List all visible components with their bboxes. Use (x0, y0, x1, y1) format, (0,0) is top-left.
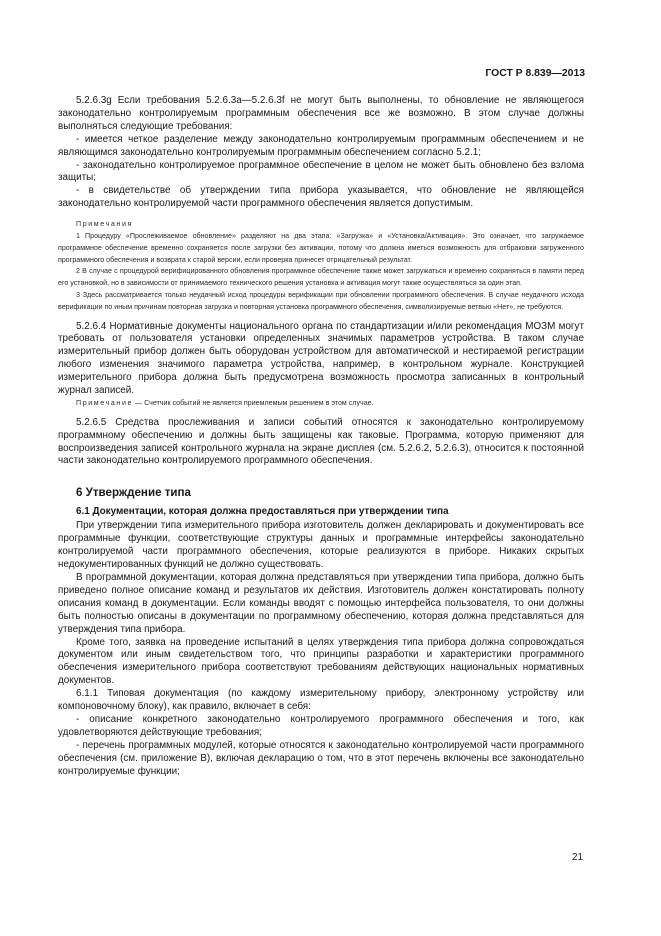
note-counter (58, 398, 584, 410)
paragraph: Кроме того, заявка на проведение испытаний в целях утверждения типа прибора должна сопровождаться документом или иным свидетельством того, что принципы разработки и характеристики программного обеспечения измерительного прибора соответствуют требованиям действующих национальных нормативных документов. (58, 636, 584, 687)
list-item: - в свидетельстве об утверждении типа прибора указывается, что обновление не являющейся законодательно контролируемой части программного обеспечения является допустимым. (58, 185, 584, 210)
paragraph-5-2-6-4: 5.2.6.4 Нормативные документы национального органа по стандартизации и/или рекомендация МОЗМ могут требовать от пользователя установки определенных значимых параметров устройства. В таком случае измерительный прибор должен быть оборудован устройством для автоматической и нестираемой регистрации любого изменения значимого параметра устройства, например, в контрольном журнале. Конструкцией измерительного прибора должна быть предусмотрена возможность просмотра записанных в контрольный журнал записей. (58, 320, 584, 397)
paragraph-6-1-1: 6.1.1 Типовая документация (по каждому измерительному прибору, электронному устройству или компоновочному блоку), как правило, включает в себя: (58, 688, 584, 713)
list-item: - перечень программных модулей, которые относятся к законодательно контролируемой части программного обеспечения (см. приложение В), включая декларацию о том, что в этот перечень включены все законодательно контролируемые функции; (58, 739, 584, 777)
page-body (58, 95, 584, 779)
notes-heading: Примечания (76, 220, 133, 229)
paragraph: При утверждении типа измерительного прибора изготовитель должен декларировать и документировать все программные функции, соответствующие структуры данных и программные интерфейсы законодательно контролируемой части программного обеспечения, которые реализуются в приборе. Никаких скрытых недокументированных функций не должно существовать. (58, 520, 584, 571)
list-item: - описание конкретного законодательно контролируемого программного обеспечения и того, как удовлетворяются действующие требования; (58, 713, 584, 738)
page-number: 21 (572, 852, 583, 863)
list-item: - имеется четкое разделение между законодательно контролируемым программным обеспечением и не являющимся законодательно контролируемым программным обеспечением согласно 5.2.1; (58, 133, 584, 158)
paragraph-5-2-6-3g: 5.2.6.3g Если требования 5.2.6.3a—5.2.6.3f не могут быть выполнены, то обновление не являющегося законодательно контролируемым программным обеспечения все же возможно. В этом случае должны выполняться следующие требования: (58, 95, 584, 132)
note-text: — Счетчик событий не является приемлемым решением в этом случае. (135, 398, 374, 407)
note-item: 2 В случае с процедурой верифицированного обновления программное обеспечение также может загружаться и временно сохраняться в памяти перед его установкой, но в зависимости от принимаемого технического решения установка и активация могут также осуществляться за один этап. (58, 267, 584, 288)
section-6-heading: 6 Утверждение типа (76, 486, 191, 500)
note-item: 3 Здесь рассматривается только неудачный исход процедуры верификации при обновлении программного обеспечения. В случае неудачного исхода верификации по иным причинам повторная загрузка и повторная установка программного обеспечения, символизируемые ветвью «Нет», не требуются. (58, 290, 584, 311)
paragraph-5-2-6-5: 5.2.6.5 Средства прослеживания и записи событий относятся к законодательно контролируемому программному обеспечению и должны быть защищены как таковые. Программа, которую применяют для воспроизведения записей контрольного журнала на экране дисплея (см. 5.2.6.2, 5.2.6.3), относится к постоянной части законодательно контролируемого программного обеспечения. (58, 416, 584, 467)
document-header: ГОСТ Р 8.839—2013 (485, 68, 585, 79)
paragraph: В программной документации, которая должна представляться при утверждении типа прибора, должно быть приведено полное описание команд и результатов их действия. Изготовитель должен констатировать полноту описания команд в документации. Если команды вводят с помощью интерфейса пользователя, то они должны быть полностью описаны в документации по программному обеспечению, которая должна представляться для утверждения типа прибора. (58, 572, 584, 635)
note-item: 1 Процедуру «Прослеживаемое обновление» разделяют на два этапа: «Загрузка» и «Установка/Активация». Это означает, что загружаемое программное обеспечение временно сохраняется после загрузки без активации, потому что должна иметься возможность для отбраковки загруженного программного обеспечения и возврата к старой версии, если проверка принесет отрицательный результат. (58, 231, 584, 264)
subsection-6-1-heading: 6.1 Документации, которая должна предоставляться при утверждении типа (76, 506, 449, 518)
note-label: Примечание (76, 398, 134, 407)
list-item: - законодательно контролируемое программное обеспечение в целом не может быть обновлено без взлома защиты; (58, 159, 584, 184)
